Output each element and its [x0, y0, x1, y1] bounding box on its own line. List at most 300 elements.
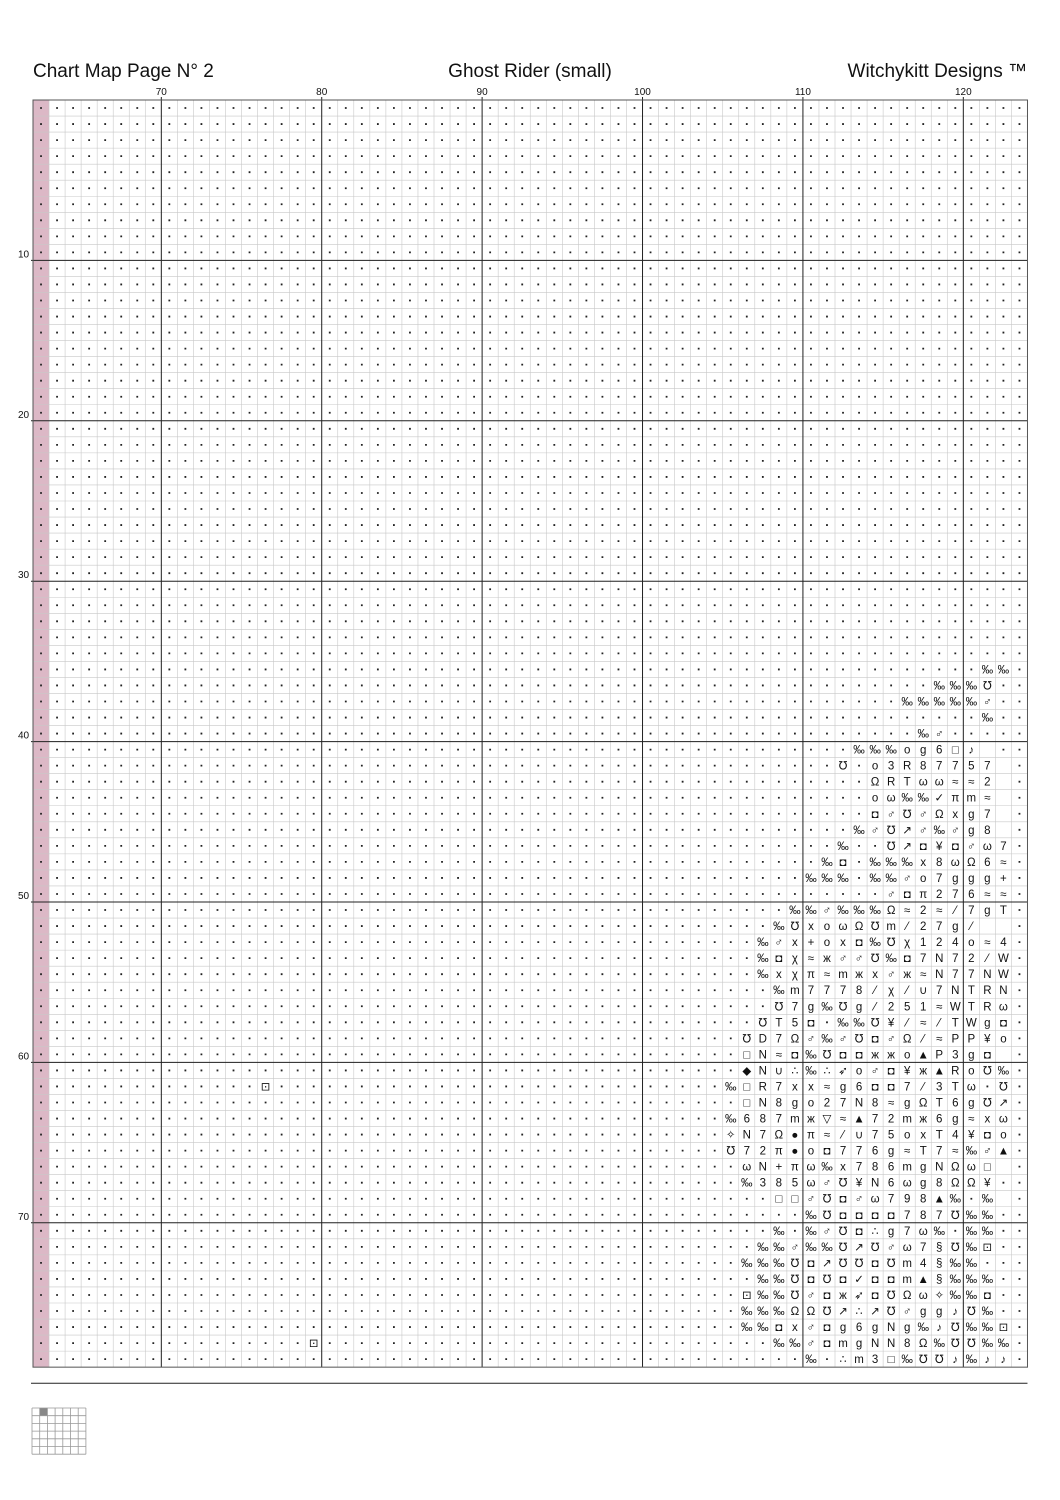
stitch-symbol: Ω — [870, 776, 880, 789]
stitch-symbol: ♂ — [822, 905, 832, 918]
stitch-symbol: 3 — [887, 760, 895, 773]
stitch-symbol: 5 — [887, 1129, 895, 1142]
stitch-symbol: g — [839, 1081, 847, 1094]
stitch-symbol: ♂ — [967, 840, 976, 853]
stitch-symbol: ‰ — [741, 1177, 753, 1190]
stitch-symbol: ♪ — [984, 1354, 991, 1367]
stitch-symbol: ➶ — [854, 1289, 864, 1302]
stitch-symbol: ℧ — [822, 1209, 832, 1222]
stitch-symbol: ℧ — [838, 1257, 848, 1270]
stitch-symbol: ↗ — [902, 824, 913, 837]
stitch-symbol: 8 — [920, 1193, 927, 1206]
stitch-symbol: ℧ — [838, 760, 848, 773]
stitch-symbol: Ω — [790, 1306, 800, 1319]
stitch-symbol: 7 — [903, 1225, 911, 1238]
stitch-symbol: 7 — [952, 760, 959, 773]
stitch-symbol: ◘ — [903, 888, 911, 901]
stitch-symbol: ♪ — [968, 744, 975, 757]
stitch-symbol: ‰ — [949, 680, 962, 693]
stitch-symbol: ≈ — [984, 888, 991, 901]
stitch-symbol: ‰ — [853, 905, 865, 918]
stitch-symbol: ♂ — [950, 824, 960, 837]
stitch-symbol: ◘ — [839, 1273, 847, 1286]
stitch-symbol: m — [838, 969, 848, 982]
stitch-symbol: 8 — [759, 1113, 767, 1126]
stitch-symbol: ‰ — [757, 937, 769, 950]
stitch-symbol: ℧ — [886, 1306, 896, 1319]
stitch-symbol: g — [903, 1097, 911, 1110]
stitch-symbol: ◘ — [983, 1049, 991, 1062]
stitch-symbol: ∪ — [919, 985, 928, 998]
stitch-symbol: ℧ — [854, 1033, 864, 1046]
stitch-symbol: 6 — [855, 1081, 863, 1094]
stitch-symbol: ‰ — [853, 744, 865, 757]
stitch-symbol: 4 — [1000, 937, 1007, 950]
row-label: 20 — [18, 409, 30, 421]
page-map-thumbnail — [32, 1408, 86, 1454]
stitch-symbol: g — [887, 1225, 895, 1238]
stitch-symbol: □ — [775, 1193, 783, 1206]
stitch-symbol: ‰ — [981, 1209, 994, 1222]
stitch-symbol: 7 — [936, 1145, 943, 1158]
stitch-symbol: □ — [983, 1161, 991, 1174]
stitch-symbol: T — [951, 1017, 959, 1030]
stitch-symbol: 7 — [871, 1113, 879, 1126]
stitch-symbol: ▲ — [917, 1049, 929, 1062]
stitch-symbol: ‰ — [757, 953, 769, 966]
stitch-symbol: ◘ — [791, 1049, 799, 1062]
column-label: 100 — [634, 87, 651, 98]
stitch-symbol: ♂ — [902, 872, 912, 885]
stitch-symbol: ω — [806, 1177, 816, 1190]
stitch-symbol: Ω — [918, 1097, 928, 1110]
column-label: 90 — [476, 87, 488, 98]
stitch-symbol: ⊡ — [982, 1241, 993, 1254]
stitch-symbol: ‰ — [805, 1241, 817, 1254]
stitch-symbol: ¥ — [984, 1177, 991, 1190]
stitch-symbol: 7 — [759, 1129, 767, 1142]
stitch-symbol: 8 — [984, 824, 991, 837]
stitch-symbol: ↗ — [838, 1306, 848, 1319]
stitch-symbol: 6 — [743, 1113, 750, 1126]
stitch-symbol: m — [902, 1273, 912, 1286]
column-label: 110 — [794, 87, 811, 98]
stitch-symbol: R — [983, 1001, 992, 1014]
stitch-symbol: ● — [791, 1145, 799, 1158]
stitch-symbol: □ — [743, 1081, 751, 1094]
stitch-symbol: Ω — [902, 1289, 912, 1302]
stitch-symbol: 1 — [920, 937, 927, 950]
stitch-symbol: ω — [918, 1225, 928, 1238]
stitch-symbol: ➶ — [838, 1065, 848, 1078]
stitch-symbol: R — [903, 760, 912, 773]
stitch-symbol: ‰ — [917, 728, 929, 741]
stitch-symbol: + — [1000, 872, 1007, 885]
stitch-symbol: N — [935, 1161, 944, 1174]
stitch-symbol: ⁄ — [906, 985, 909, 998]
stitch-symbol: N — [999, 985, 1008, 998]
stitch-symbol: o — [807, 1097, 815, 1110]
stitch-symbol: N — [870, 1177, 880, 1190]
stitch-symbol: ‰ — [949, 1289, 962, 1302]
stitch-symbol: ◘ — [839, 856, 847, 869]
stitch-symbol: ♂ — [806, 1289, 816, 1302]
stitch-symbol: ‰ — [901, 792, 913, 805]
stitch-symbol: 3 — [952, 1049, 959, 1062]
stitch-symbol: ‰ — [981, 1273, 994, 1286]
stitch-symbol: R — [758, 1081, 767, 1094]
stitch-symbol: Ω — [902, 1033, 912, 1046]
stitch-symbol: ≈ — [936, 1033, 943, 1046]
stitch-symbol: 7 — [791, 1001, 799, 1014]
stitch-symbol: 9 — [903, 1193, 911, 1206]
stitch-symbol: ♂ — [806, 1322, 816, 1335]
stitch-symbol: ● — [791, 1129, 799, 1142]
stitch-symbol: T — [967, 985, 975, 998]
stitch-symbol: ≈ — [904, 905, 911, 918]
stitch-symbol: 3 — [871, 1354, 879, 1367]
stitch-symbol: 7 — [823, 985, 831, 998]
stitch-symbol: ◘ — [983, 1289, 991, 1302]
stitch-symbol: ж — [807, 1113, 815, 1126]
stitch-symbol: Ω — [774, 1129, 784, 1142]
stitch-symbol: 7 — [775, 1113, 783, 1126]
stitch-symbol: ◘ — [855, 1225, 863, 1238]
stitch-symbol: 8 — [871, 1097, 879, 1110]
stitch-symbol: ℧ — [886, 824, 896, 837]
stitch-symbol: Ω — [967, 1177, 976, 1190]
stitch-symbol: ♂ — [822, 1177, 832, 1190]
stitch-symbol: ‰ — [981, 1306, 994, 1319]
stitch-symbol: o — [871, 792, 879, 805]
stitch-symbol: ♂ — [983, 696, 992, 709]
stitch-symbol: o — [903, 744, 911, 757]
stitch-symbol: ∴ — [871, 1225, 879, 1238]
stitch-symbol: m — [886, 921, 896, 934]
stitch-symbol: ‰ — [773, 1273, 785, 1286]
stitch-symbol: g — [839, 1322, 847, 1335]
stitch-symbol: 2 — [984, 776, 991, 789]
stitch-symbol: P — [935, 1049, 944, 1062]
stitch-symbol: ‰ — [789, 1338, 801, 1351]
stitch-symbol: T — [935, 1129, 943, 1142]
stitch-symbol: ≈ — [920, 969, 927, 982]
stitch-symbol: ‰ — [773, 1257, 785, 1270]
stitch-symbol: W — [997, 969, 1009, 982]
stitch-symbol: 2 — [823, 1097, 831, 1110]
stitch-symbol: ‰ — [821, 856, 833, 869]
stitch-symbol: ≈ — [807, 953, 815, 966]
stitch-symbol: ✓ — [854, 1273, 864, 1286]
stitch-symbol: ω — [966, 1161, 976, 1174]
stitch-symbol: ω — [918, 776, 928, 789]
stitch-symbol: R — [983, 985, 992, 998]
stitch-symbol: x — [792, 1322, 798, 1335]
stitch-symbol: T — [951, 1081, 959, 1094]
stitch-symbol: 8 — [855, 985, 863, 998]
stitch-symbol: g — [984, 1017, 991, 1030]
stitch-symbol: ‰ — [933, 1225, 946, 1238]
stitch-symbol: ¥ — [936, 840, 943, 853]
stitch-symbol: ‰ — [741, 1257, 753, 1270]
stitch-symbol: Ω — [934, 808, 944, 821]
stitch-symbol: ℧ — [934, 1354, 944, 1367]
stitch-symbol: 7 — [775, 1081, 783, 1094]
stitch-symbol: ℧ — [950, 1241, 960, 1254]
stitch-symbol: o — [823, 937, 831, 950]
stitch-symbol: 2 — [968, 953, 975, 966]
stitch-symbol: ℧ — [886, 937, 896, 950]
stitch-symbol: ‰ — [757, 1322, 769, 1335]
stitch-symbol: ‰ — [805, 1354, 817, 1367]
stitch-symbol: ℧ — [902, 808, 912, 821]
stitch-symbol: ℧ — [870, 953, 880, 966]
stitch-symbol: ◘ — [823, 1145, 831, 1158]
stitch-symbol: ‰ — [773, 985, 785, 998]
stitch-symbol: π — [806, 969, 815, 982]
stitch-symbol: m — [902, 1113, 912, 1126]
row-label: 60 — [18, 1051, 30, 1063]
stitch-symbol: ♂ — [806, 1033, 816, 1046]
stitch-symbol: ‰ — [917, 792, 929, 805]
stitch-symbol: ω — [982, 840, 992, 853]
stitch-symbol: ♪ — [936, 1322, 943, 1335]
stitch-symbol: ‰ — [821, 1033, 833, 1046]
stitch-symbol: o — [903, 1049, 911, 1062]
stitch-symbol: ‰ — [805, 905, 817, 918]
stitch-symbol: ⁄ — [970, 921, 973, 934]
designer-name: Witchykitt Designs ™ — [847, 61, 1027, 82]
stitch-symbol: ◘ — [871, 1033, 879, 1046]
column-number-labels — [156, 87, 972, 98]
stitch-symbol: ◘ — [775, 953, 783, 966]
stitch-symbol: ◘ — [871, 1209, 879, 1222]
stitch-symbol: ℧ — [838, 1225, 848, 1238]
stitch-symbol: N — [758, 1097, 767, 1110]
stitch-symbol: T — [919, 1145, 927, 1158]
stitch-symbol: ♂ — [838, 1033, 848, 1046]
stitch-symbol: ‰ — [853, 824, 865, 837]
stitch-symbol: ℧ — [790, 1257, 800, 1270]
stitch-symbol: ⊡ — [260, 1081, 271, 1094]
stitch-symbol: 8 — [936, 856, 943, 869]
stitch-symbol: g — [936, 1306, 943, 1319]
stitch-symbol: m — [966, 792, 977, 805]
stitch-symbol: g — [920, 744, 927, 757]
stitch-symbol: ◘ — [807, 1017, 815, 1030]
stitch-symbol: ‰ — [997, 1065, 1010, 1078]
stitch-symbol: ♂ — [886, 1241, 896, 1254]
stitch-symbol: ∪ — [854, 1129, 864, 1142]
stitch-symbol: ⁄ — [922, 1081, 925, 1094]
stitch-symbol: ∴ — [791, 1065, 799, 1078]
stitch-symbol: ‰ — [901, 1354, 913, 1367]
stitch-symbol: T — [967, 1001, 975, 1014]
stitch-symbol: 8 — [775, 1097, 783, 1110]
stitch-symbol: N — [935, 953, 944, 966]
stitch-symbol: Ω — [918, 1338, 928, 1351]
stitch-symbol: 4 — [952, 937, 959, 950]
stitch-symbol: ℧ — [822, 1306, 832, 1319]
stitch-symbol: ‰ — [965, 1257, 978, 1270]
stitch-symbol: ≈ — [823, 1129, 831, 1142]
stitch-symbol: N — [742, 1129, 751, 1142]
stitch-symbol: ‰ — [757, 969, 769, 982]
stitch-symbol: □ — [743, 1097, 751, 1110]
stitch-symbol: 2 — [920, 921, 927, 934]
stitch-symbol: ‰ — [789, 905, 801, 918]
stitch-symbol: ‰ — [805, 1049, 817, 1062]
stitch-symbol: 7 — [839, 1097, 847, 1110]
stitch-symbol: ‰ — [773, 1225, 785, 1238]
stitch-symbol: ‰ — [901, 856, 913, 869]
stitch-symbol: ‰ — [885, 744, 897, 757]
stitch-symbol: Ω — [967, 856, 976, 869]
stitch-symbol: ω — [950, 856, 960, 869]
stitch-symbol: D — [758, 1033, 767, 1046]
stitch-symbol: ‰ — [965, 1354, 978, 1367]
stitch-symbol: ∴ — [823, 1065, 831, 1078]
stitch-symbol: ◘ — [823, 1322, 831, 1335]
stitch-symbol: ♂ — [918, 824, 928, 837]
stitch-symbol: ◘ — [807, 1257, 815, 1270]
stitch-symbol: ω — [806, 1161, 816, 1174]
stitch-symbol: ‰ — [805, 1225, 817, 1238]
stitch-symbol: § — [936, 1257, 943, 1270]
stitch-symbol: m — [902, 1161, 912, 1174]
stitch-symbol: ℧ — [950, 1338, 960, 1351]
stitch-symbol: ≈ — [839, 1113, 847, 1126]
stitch-symbol: ω — [902, 1177, 912, 1190]
stitch-symbol: N — [935, 969, 944, 982]
stitch-symbol: □ — [743, 1049, 751, 1062]
stitch-symbol: ¥ — [887, 1017, 895, 1030]
stitch-symbol: 6 — [984, 856, 991, 869]
stitch-symbol: ↗ — [822, 1257, 832, 1270]
stitch-symbol: ≈ — [1000, 888, 1007, 901]
stitch-symbol: 2 — [936, 888, 943, 901]
stitch-symbol: ‰ — [805, 1065, 817, 1078]
stitch-symbol: 8 — [920, 1209, 927, 1222]
stitch-symbol: T — [775, 1017, 783, 1030]
stitch-symbol: x — [872, 969, 878, 982]
stitch-symbol: ◘ — [807, 1273, 815, 1286]
stitch-symbol: ◘ — [823, 1338, 831, 1351]
stitch-symbol: ▽ — [822, 1113, 832, 1126]
stitch-symbol: x — [775, 969, 782, 982]
stitch-symbol: ‰ — [965, 1145, 978, 1158]
stitch-symbol: ℧ — [790, 921, 800, 934]
stitch-symbol: ▲ — [933, 1065, 945, 1078]
stitch-symbol: x — [984, 1113, 991, 1126]
stitch-symbol: ‰ — [965, 680, 978, 693]
stitch-symbol: ♂ — [854, 953, 864, 966]
stitch-symbol: ‰ — [821, 1161, 833, 1174]
stitch-symbol: ♂ — [806, 1193, 816, 1206]
stitch-symbol: ω — [742, 1161, 752, 1174]
stitch-symbol: g — [903, 1322, 911, 1335]
stitch-symbol: 7 — [952, 969, 959, 982]
stitch-symbol: 2 — [920, 905, 927, 918]
stitch-symbol: ‰ — [821, 1001, 833, 1014]
stitch-symbol: 6 — [936, 744, 943, 757]
stitch-symbol: ℧ — [790, 1273, 800, 1286]
stitch-symbol: ℧ — [966, 1338, 976, 1351]
stitch-symbol: ж — [839, 1289, 847, 1302]
stitch-symbol: 7 — [984, 760, 991, 773]
stitch-symbol: ω — [998, 1113, 1008, 1126]
stitch-symbol: ‰ — [757, 1257, 769, 1270]
chart-map-page-title: Chart Map Page N° 2 — [33, 61, 214, 82]
stitch-symbol: g — [968, 808, 975, 821]
stitch-symbol: m — [902, 1257, 912, 1270]
stitch-symbol: 7 — [903, 1209, 911, 1222]
stitch-symbol: 7 — [807, 985, 815, 998]
stitch-symbol: ≈ — [968, 776, 975, 789]
stitch-symbol: x — [792, 1081, 798, 1094]
stitch-symbol: ◘ — [919, 840, 927, 853]
stitch-symbol: ≈ — [936, 905, 943, 918]
stitch-symbol: 6 — [855, 1322, 863, 1335]
stitch-symbol: ‰ — [885, 856, 897, 869]
stitch-symbol: ‰ — [741, 1322, 753, 1335]
stitch-symbol: ‰ — [837, 905, 849, 918]
row-label: 40 — [18, 730, 30, 742]
stitch-symbol: 6 — [871, 1145, 879, 1158]
stitch-symbol: + — [775, 1161, 783, 1174]
stitch-symbol: ω — [902, 1241, 912, 1254]
stitch-symbol: ‰ — [949, 1273, 962, 1286]
stitch-symbol: ‰ — [981, 1322, 994, 1335]
stitch-symbol: ✧ — [725, 1129, 736, 1142]
stitch-symbol: W — [997, 953, 1009, 966]
row-label: 30 — [18, 570, 30, 582]
stitch-symbol: π — [790, 1161, 799, 1174]
stitch-symbol: ‰ — [837, 1017, 849, 1030]
stitch-symbol: ‰ — [965, 1289, 978, 1302]
stitch-symbol: ω — [838, 921, 848, 934]
stitch-symbol: 7 — [887, 1193, 895, 1206]
stitch-symbol: ◘ — [871, 808, 879, 821]
stitch-symbol: § — [936, 1241, 943, 1254]
stitch-symbol: 8 — [903, 1338, 911, 1351]
stitch-symbol: g — [952, 921, 959, 934]
stitch-symbol: ♪ — [952, 1354, 959, 1367]
stitch-symbol: ⁄ — [922, 1033, 925, 1046]
stitch-symbol: ↗ — [870, 1306, 880, 1319]
stitch-symbol: ≈ — [1000, 856, 1007, 869]
column-label: 70 — [155, 87, 167, 98]
stitch-symbol: g — [871, 1322, 879, 1335]
stitch-symbol: ▲ — [933, 1193, 945, 1206]
stitch-symbol: ℧ — [886, 1257, 896, 1270]
stitch-symbol: ‰ — [885, 872, 897, 885]
stitch-symbol: o — [807, 1145, 815, 1158]
stitch-symbol: ♂ — [838, 953, 848, 966]
stitch-symbol: Ω — [950, 1161, 960, 1174]
stitch-symbol: ≈ — [920, 1017, 927, 1030]
stitch-symbol: ‰ — [773, 921, 785, 934]
stitch-symbol: ‰ — [965, 1209, 978, 1222]
stitch-symbol: ◘ — [871, 1289, 879, 1302]
stitch-symbol: ¥ — [968, 1129, 975, 1142]
stitch-symbol: m — [790, 985, 800, 998]
stitch-symbol: ω — [934, 776, 944, 789]
stitch-symbol: ◘ — [983, 1129, 991, 1142]
stitch-symbol: g — [920, 1161, 927, 1174]
stitch-symbol: 5 — [903, 1001, 911, 1014]
stitch-symbol: ♪ — [1000, 1354, 1007, 1367]
